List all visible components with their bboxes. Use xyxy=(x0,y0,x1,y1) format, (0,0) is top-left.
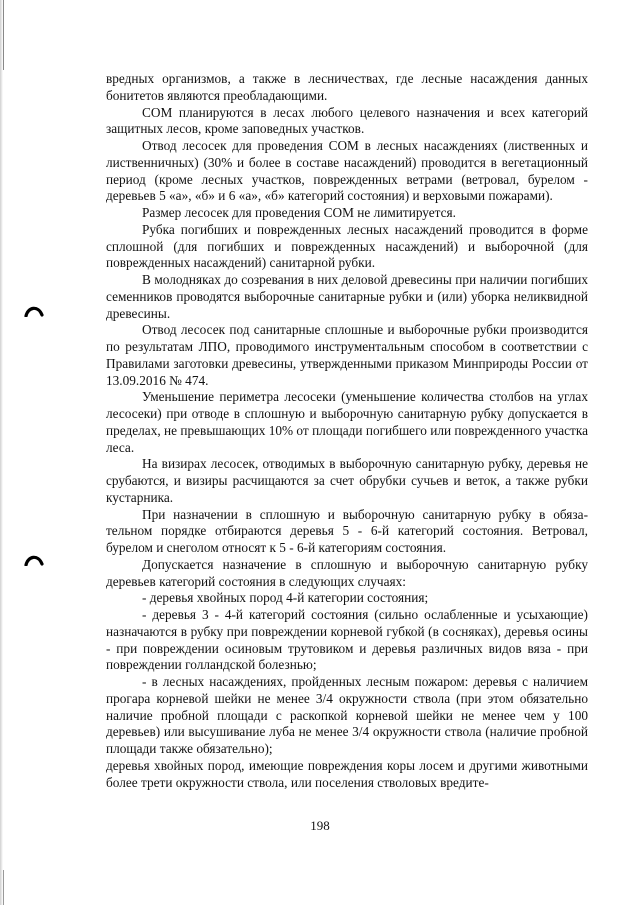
paragraph: Отвод лесосек под санитарные сплошные и выборочные рубки производится по результатам ЛПО, проводимого инструментальным способом в соответствии с Правилами заготовки древесины, утвержденными приказом Минприроды России от 13.09.2016 № 474. xyxy=(106,322,588,388)
binder-hole-mark-upper xyxy=(24,303,44,317)
paragraph: На визирах лесосек, отводимых в выборочную санитарную рубку, деревья не срубаются, и визиры расчищаются за счет обрубки сучьев и веток, а также рубки кустарника. xyxy=(106,456,588,505)
paragraph: СОМ планируются в лесах любого целевого назначения и всех категорий защитных лесов, кроме заповедных участков. xyxy=(106,104,588,137)
scan-edge xyxy=(0,0,3,905)
paragraph: вредных организмов, а также в лесничествах, где лесные насаждения данных бонитетов являются преобладающими. xyxy=(106,71,588,103)
paragraph: Отвод лесосек для проведения СОМ в лесных насаждениях (лиственных и лиственничных) (30% и более в составе насаждений) проводится в вегетационный период (кроме лесных участков, поврежденных ветрами (ветровал, бурелом - деревьев 5 «а», «б» и 6 «а», «б» категорий состояния) и верховыми пожарами). xyxy=(106,138,588,204)
paragraph: - деревья 3 - 4-й категорий состояния (сильно ослабленные и усыхающие) назначаются в рубку при повреждении корневой губкой (в сосняках), деревья осины - при повреждении осиновым трутовиком и деревья различных видов вяза - при повреждении голландской болезнью; xyxy=(106,607,588,673)
paragraph: - в лесных насаждениях, пройденных лесным пожаром: деревья с наличием прогара корневой шейки не менее 3/4 окружности ствола (при этом обязательно наличие пробной площади с раскопкой корневой шейки не менее чем у 100 деревьев) или высушивание луба не менее 3/4 окружности ствола (наличие пробной площади также обязательно); xyxy=(106,674,588,756)
paragraph: Уменьшение периметра лесосеки (уменьшение количества столбов на углах лесосеки) при отводе в сплошную и выборочную санитарную рубку допускается в пределах, не превышающих 10% от площади погибшего или поврежденного участка леса. xyxy=(106,389,588,455)
paragraph: деревья хвойных пород, имеющие повреждения коры лосем и другими животными более трети окружности ствола, или поселения стволовых вредите- xyxy=(106,757,588,790)
paragraph: Размер лесосек для проведения СОМ не лимитируется. xyxy=(142,205,457,220)
paragraph: При назначении в сплошную и выборочную санитарную рубку в обязательном порядке отбираются деревья 5 - 6-й категорий состояния. Ветровал, бурелом и снеголом относят к 5 - 6-й категориям состояния. xyxy=(106,506,588,555)
paragraph: В молодняках до созревания в них деловой древесины при наличии погибших семенников проводятся выборочные санитарные рубки и (или) уборка неликвидной древесины. xyxy=(106,272,588,321)
page-body-text xyxy=(106,71,588,791)
paragraph: Рубка погибших и поврежденных лесных насаждений проводится в форме сплошной (для погибших и поврежденных насаждений) и выборочной (для поврежденных насаждений) санитарной рубки. xyxy=(106,221,588,271)
paragraph: Допускается назначение в сплошную и выборочную санитарную рубку деревьев категорий состояния в следующих случаях: xyxy=(106,556,588,589)
binder-hole-mark-lower xyxy=(24,552,44,566)
scan-edge-mark-top xyxy=(3,0,4,70)
page-number: 198 xyxy=(310,818,330,833)
scan-edge-mark-bottom xyxy=(3,870,4,905)
paragraph: - деревья хвойных пород 4-й категории состояния; xyxy=(142,590,429,606)
